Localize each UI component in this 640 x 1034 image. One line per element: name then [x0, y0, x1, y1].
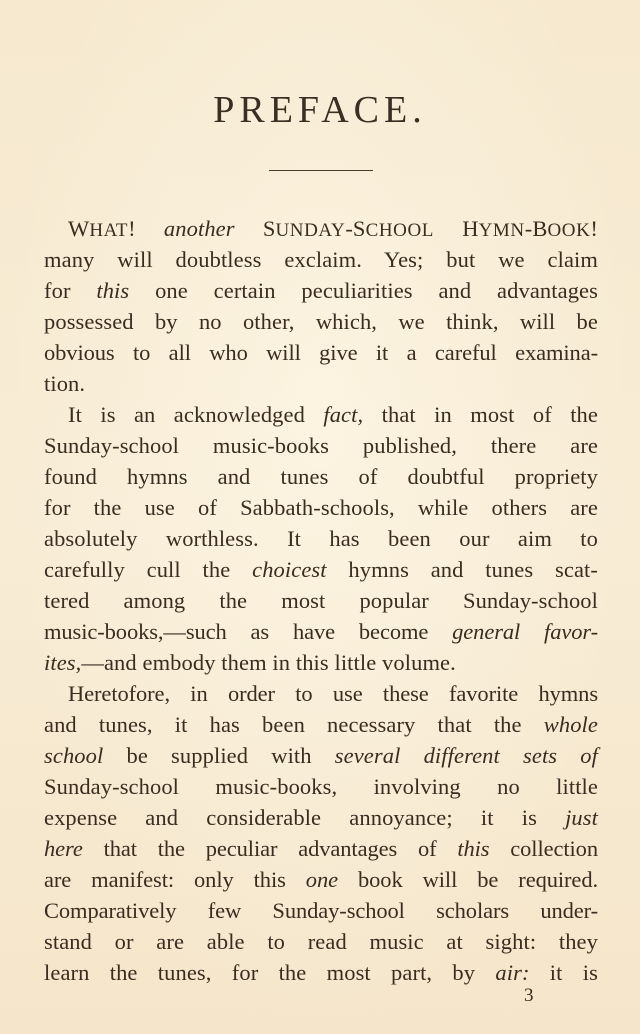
paragraph-1-line-2: many will doubtless exclaim. Yes; but we claim [44, 247, 598, 272]
paragraph-3-line-9: stand or are able to read music at sight: they [44, 929, 598, 954]
paragraph-3-line-7: are manifest: only this one book will be required. [44, 867, 598, 892]
page-title: PREFACE. [213, 89, 427, 131]
paragraph-3-line-10: learn the tunes, for the most part, by air: it is [44, 960, 598, 985]
paragraph-3-line-1: Heretofore, in order to use these favorite hymns [68, 681, 598, 706]
paragraph-2-line-6: carefully cull the choicest hymns and tunes scat- [44, 557, 598, 582]
paragraph-3-line-3: school be supplied with several different sets of [44, 743, 598, 768]
paragraph-1-line-6: tion. [44, 371, 86, 396]
preface-text [44, 213, 598, 988]
paragraph-3-line-2: and tunes, it has been necessary that the whole [44, 712, 598, 737]
paragraph-2-line-3: found hymns and tunes of doubtful propriety [44, 464, 598, 489]
page-number: 3 [524, 985, 534, 1006]
paragraph-1-line-4: possessed by no other, which, we think, will be [44, 309, 598, 334]
paragraph-3-line-5: expense and considerable annoyance; it is just [44, 805, 598, 830]
paragraph-2-line-4: for the use of Sabbath-schools, while others are [44, 495, 598, 520]
paragraph-3-line-6: here that the peculiar advantages of this collection [44, 836, 598, 861]
paragraph-1-line-1: WHAT! another SUNDAY-SCHOOL HYMN-BOOK! [68, 216, 598, 241]
paragraph-3-line-4: Sunday-school music-books, involving no little [44, 774, 598, 799]
paragraph-2-line-5: absolutely worthless. It has been our aim to [44, 526, 598, 551]
paragraph-2-line-1: It is an acknowledged fact, that in most of the [68, 402, 598, 427]
paragraph-2-line-2: Sunday-school music-books published, there are [44, 433, 598, 458]
paragraph-1-line-3: for this one certain peculiarities and advantages [44, 278, 598, 303]
paragraph-2-line-7: tered among the most popular Sunday-school [44, 588, 598, 613]
title-divider [269, 170, 373, 171]
paragraph-1-line-5: obvious to all who will give it a careful examina- [44, 340, 598, 365]
paragraph-2-line-8: music-books,—such as have become general favor- [44, 619, 598, 644]
paragraph-3-line-8: Comparatively few Sunday-school scholars under- [44, 898, 598, 923]
paragraph-2-line-9: ites,—and embody them in this little volume. [44, 650, 456, 675]
